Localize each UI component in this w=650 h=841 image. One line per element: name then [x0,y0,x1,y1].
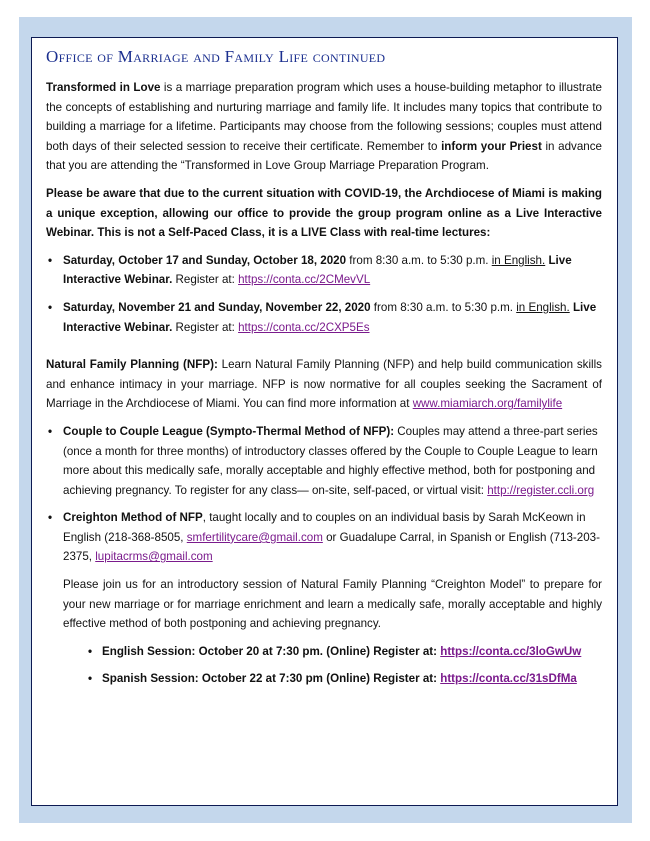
creighton-session-list [46,642,602,689]
method-name: Creighton Method of NFP [63,511,203,525]
bullet-icon: • [48,511,53,525]
session-register-link[interactable]: https://conta.cc/2CMevVL [238,273,371,287]
inform-priest-text: inform your Priest [441,139,542,153]
covid-notice: Please be aware that due to the current situation with COVID-19, the Archdiocese of Miami is making a unique exception, allowing our office to provide the group program online as a Live Interactive Webinar. This is not a Self-Paced Class, it is a LIVE Class with real-time lectures: [46,186,602,240]
bullet-icon: • [48,300,53,314]
method-item [46,508,602,567]
creighton-session-item [86,669,602,689]
session-language: in English. [491,253,546,267]
intro-text-1: is a marriage preparation program which uses a house-building metaphor to illustrate the concepts of establishing and nurturing marriage and family life. It includes many topics that contribute to building a marriage for a lifetime. Participants may choose from the following sessions; couples must attend both days of their selected session to receive their certificate. Remember to [46,81,603,153]
creighton-session-item [86,642,602,662]
bullet-icon: • [88,672,93,686]
creighton-intro: Please join us for an introductory session of Natural Family Planning “Creighton Model” to prepare for your new marriage or for marriage enrichment and learn a medically safe, morally acceptable and highly effective method of both postponing and achieving pregnancy. [63,578,602,631]
page-content [46,45,602,697]
bullet-icon: • [48,424,53,438]
session-time: from 8:30 a.m. to 5:30 p.m. [346,253,492,267]
session-language: in English. [516,300,570,314]
intro-paragraph [46,78,602,176]
method-name: Couple to Couple League (Sympto-Thermal Method of NFP): [63,424,395,438]
creighton-register-link[interactable]: https://conta.cc/3loGwUw [440,644,582,658]
creighton-register-link[interactable]: https://conta.cc/31sDfMa [440,672,577,686]
nfp-heading: Natural Family Planning (NFP): [46,358,218,372]
session-webinar: Live Interactive Webinar. [63,300,597,334]
intro-text-2: in advance that you are attending the “Transformed in Love Group Marriage Preparation Program. [46,139,602,173]
method-text: , taught locally and to couples on an individual basis by Sarah McKeown in English (218-368-8505, [63,511,586,544]
bullet-icon: • [48,253,53,267]
program-name: Transformed in Love [46,81,161,94]
creighton-session-label: Spanish Session: October 22 at 7:30 pm (Online) Register at: [102,672,441,686]
creighton-session-label: English Session: October 20 at 7:30 pm. (Online) Register at: [102,644,441,658]
session-dates: Saturday, October 17 and Sunday, October 18, 2020 [63,253,347,267]
method-item [46,422,602,500]
session-register-label: Register at: [172,320,239,334]
sarah-email-link[interactable]: smfertilitycare@gmail.com [186,530,323,544]
spacer [46,345,602,355]
page-title: Office of Marriage and Family Life continued [46,47,386,66]
session-webinar: Live Interactive Webinar. [63,253,572,287]
session-item [46,251,602,290]
session-time: from 8:30 a.m. to 5:30 p.m. [370,300,517,314]
session-register-link[interactable]: https://conta.cc/2CXP5Es [238,320,370,334]
method-text: Couples may attend a three-part series (once a month for three months) of introductory classes offered by the Couple to Couple League to learn more about this medically safe, morally acceptable and highly effective method, both for postponing and achieving pregnancy. To register for any class— on-site, self-paced, or virtual visit: [63,424,598,497]
nfp-paragraph [46,355,602,414]
session-list [46,251,602,337]
method-text-2: or Guadalupe Carral, in Spanish or English (713-203-2375, [63,530,600,564]
session-register-label: Register at: [172,273,239,287]
lupita-email-link[interactable]: lupitacrms@gmail.com [95,550,213,564]
nfp-method-list [46,422,602,567]
session-item [46,298,602,337]
nfp-info-link[interactable]: www.miamiarch.org/familylife [412,397,563,411]
ccl-register-link[interactable]: http://register.ccli.org [487,483,595,497]
bullet-icon: • [88,644,93,658]
nfp-text: Learn Natural Family Planning (NFP) and help build communication skills and enhance intimacy in your marriage. NFP is now normative for all couples seeking the Sacrament of Marriage in the Archdiocese of Miami. You can find more information at [46,358,602,411]
session-dates: Saturday, November 21 and Sunday, November 22, 2020 [63,300,371,314]
